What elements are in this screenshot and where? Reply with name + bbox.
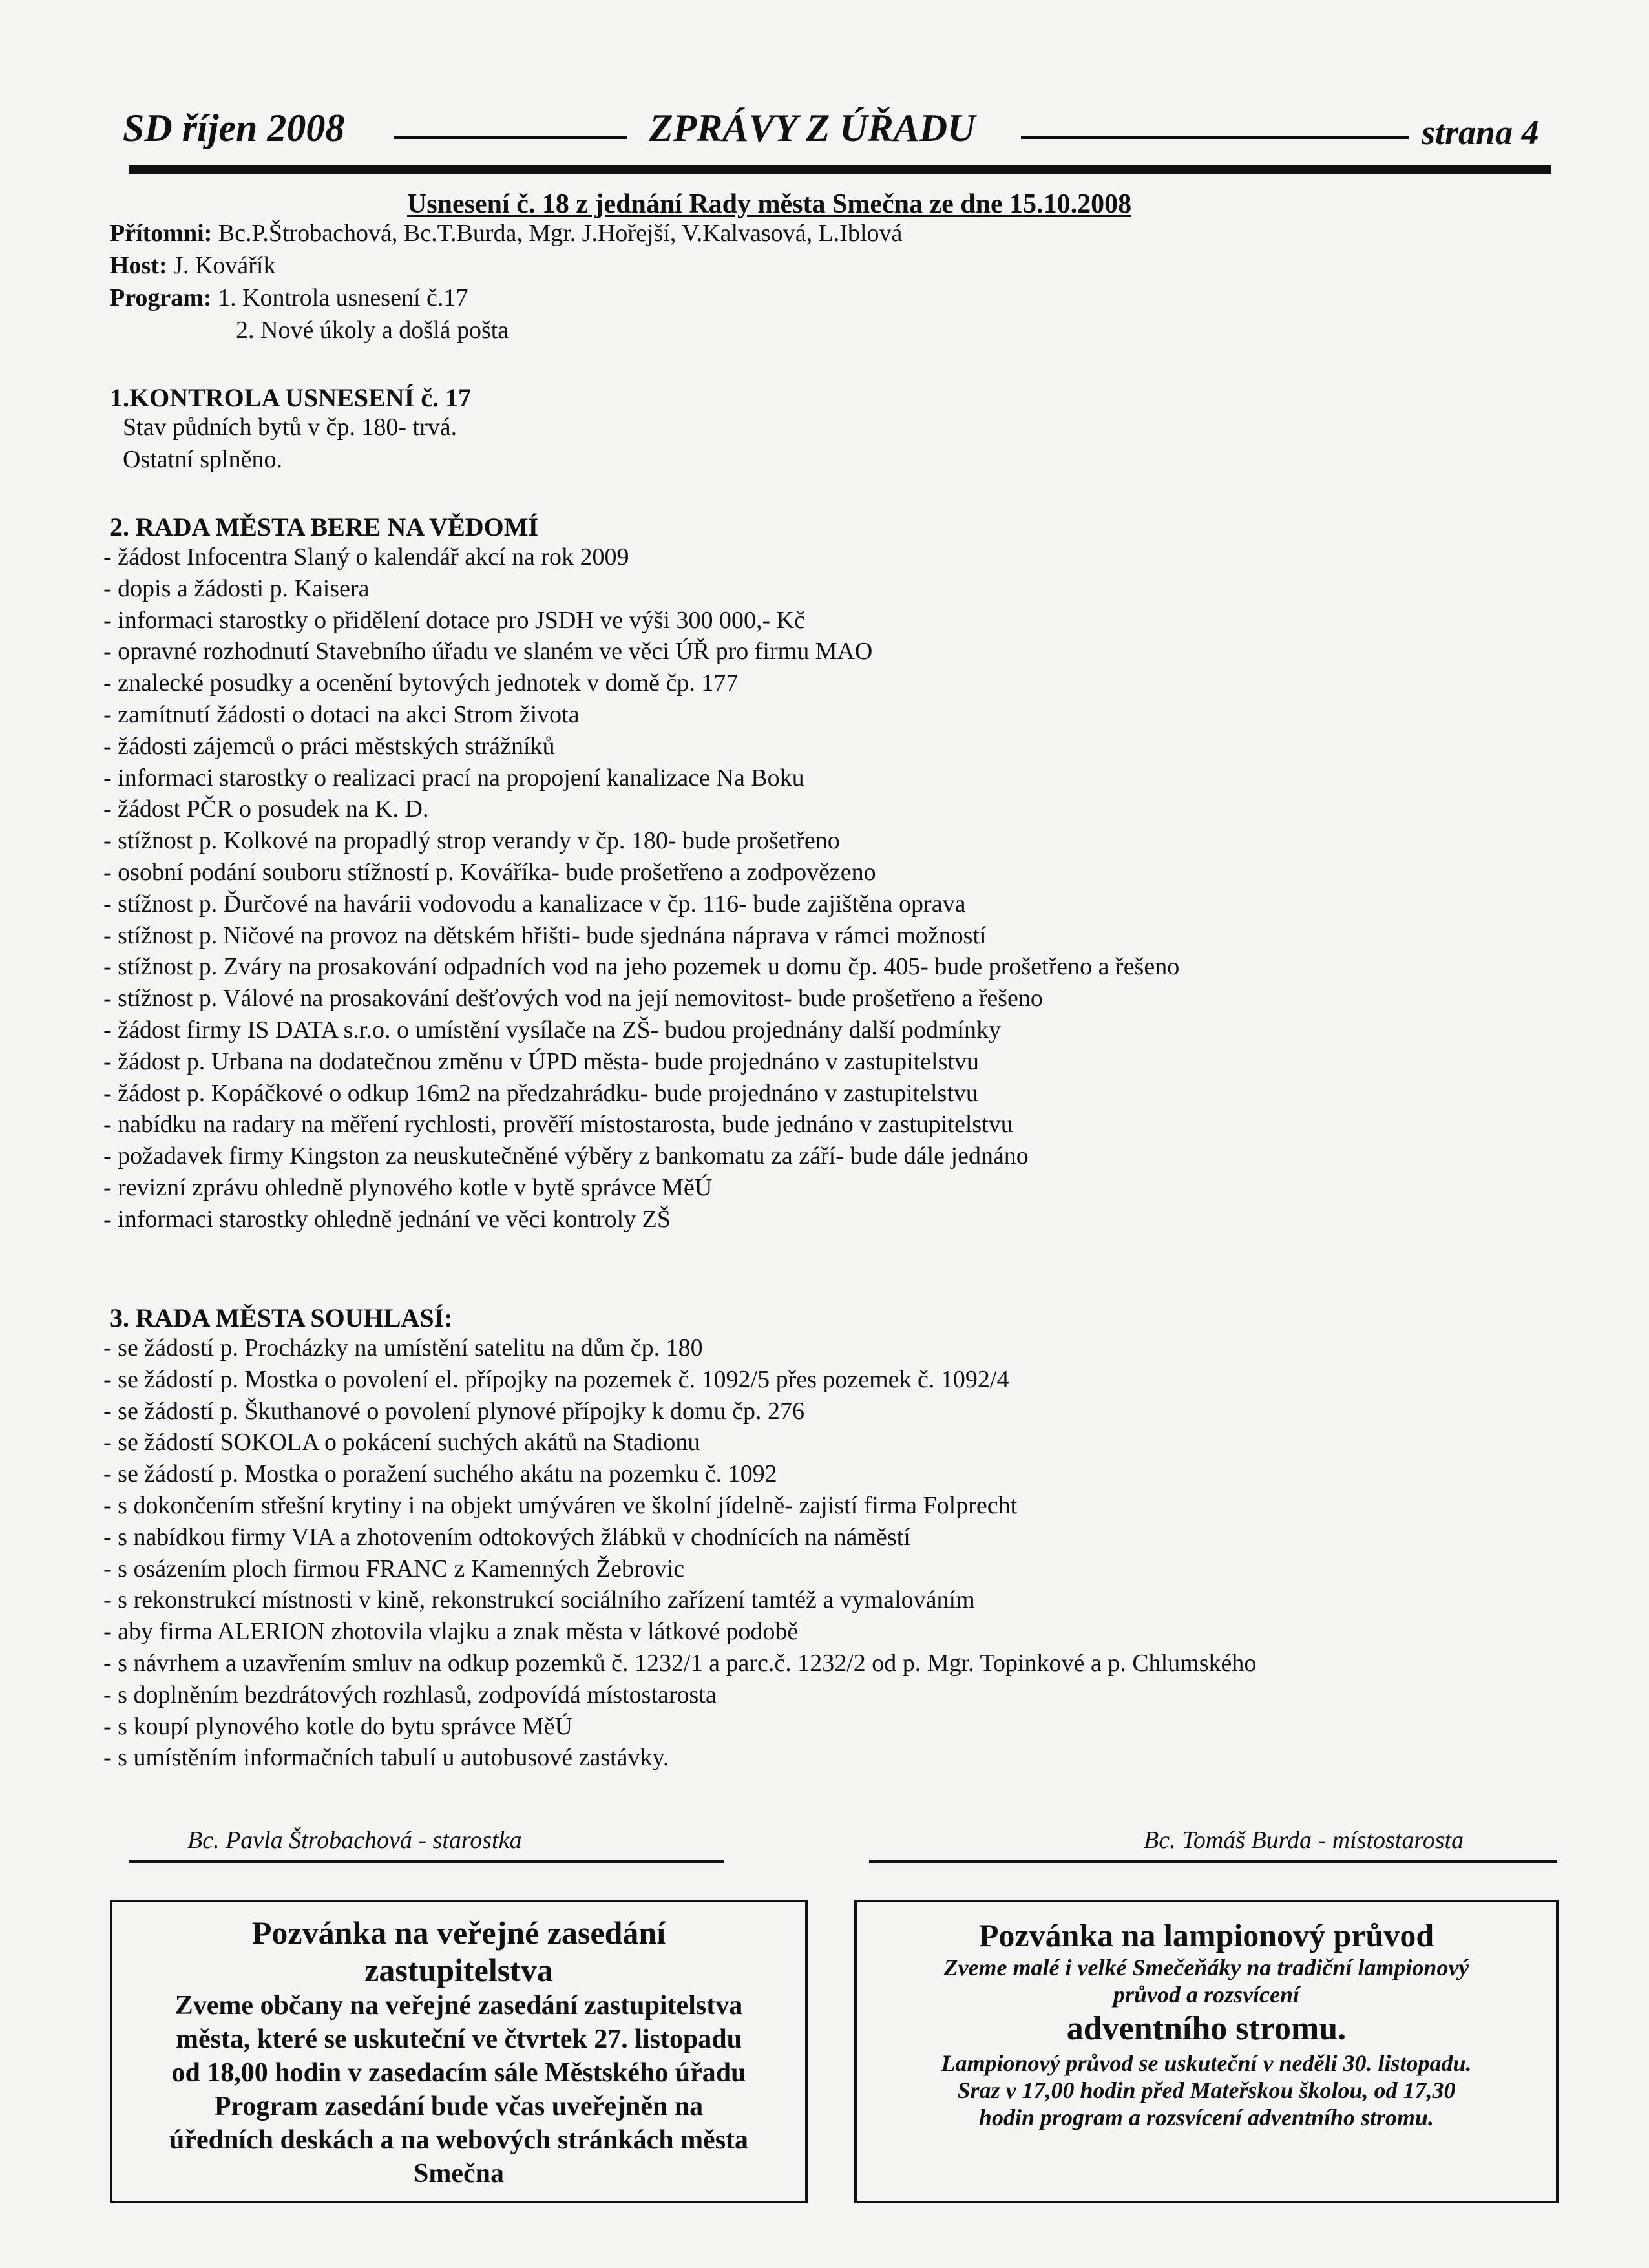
list-item: - s koupí plynového kotle do bytu správce MěÚ (103, 1712, 573, 1740)
list-item: - nabídku na radary na měření rychlosti, prověří místostarosta, bude jednáno v zastupitelstvu (103, 1111, 1013, 1139)
program-item: 1. Kontrola usnesení č.17 (218, 284, 468, 311)
invitation-line: Smečna (414, 2159, 504, 2189)
invitation-heading: Pozvánka na lampionový průvod (978, 1917, 1434, 1953)
list-item: - s umístěním informačních tabulí u autobusové zastávky. (103, 1744, 669, 1772)
list-item: - žádost Infocentra Slaný o kalendář akcí na rok 2009 (103, 543, 629, 571)
list-item: - s rekonstrukcí místnosti v kině, rekonstrukcí sociálního zařízení tamtéž a vymalováním (103, 1586, 975, 1614)
resolution-title: Usnesení č. 18 z jednání Rady města Smečna ze dne 15.10.2008 (407, 189, 1132, 219)
list-item: - opravné rozhodnutí Stavebního úřadu ve slaném ve věci ÚŘ pro firmu MAO (103, 638, 873, 666)
list-item: - s osázením ploch firmou FRANC z Kamenných Žebrovic (103, 1555, 685, 1582)
list-item: - se žádostí p. Mostka o povolení el. přípojky na pozemek č. 1092/5 přes pozemek č. 1092/4 (103, 1365, 1009, 1393)
section-3-heading: 3. RADA MĚSTA SOUHLASÍ: (110, 1303, 453, 1332)
invitation-line: Sraz v 17,00 hodin před Mateřskou školou, od 17,30 (957, 2077, 1456, 2103)
program-item: 2. Nové úkoly a došlá pošta (236, 317, 509, 344)
section-1-heading: 1.KONTROLA USNESENÍ č. 17 (110, 383, 471, 412)
list-item: - s doplněním bezdrátových rozhlasů, zodpovídá místostarosta (103, 1681, 717, 1708)
signature-deputy-mayor: Bc. Tomáš Burda - místostarosta (1144, 1827, 1464, 1854)
invitation-line: úředních deskách a na webových stránkách města (169, 2125, 749, 2155)
footer-rule-right (869, 1860, 1557, 1863)
list-item: - stížnost p. Válové na prosakování dešťových vod na její nemovitost- bude prošetřeno a řešeno (103, 985, 1043, 1013)
header-divider (129, 165, 1551, 174)
list-item: - požadavek firmy Kingston za neuskutečněné výběry z bankomatu za září- bude dále jednáno (103, 1142, 1029, 1170)
list-item: - žádost PČR o posudek na K. D. (103, 795, 429, 823)
list-item: - znalecké posudky a ocenění bytových jednotek v domě čp. 177 (103, 669, 739, 697)
invitation-line: od 18,00 hodin v zasedacím sále Městského úřadu (171, 2058, 746, 2088)
list-item: - se žádostí SOKOLA o pokácení suchých akátů na Stadionu (103, 1429, 700, 1456)
invitation-highlight: adventního stromu. (1066, 2010, 1347, 2047)
invitation-line: Zveme občany na veřejné zasedání zastupitelstva (174, 1991, 743, 2021)
list-item: - žádost firmy IS DATA s.r.o. o umístění vysílače na ZŠ- budou projednány další podmínky (103, 1016, 1002, 1044)
list-item: - se žádostí p. Mostka o poražení suchého akátu na pozemku č. 1092 (103, 1460, 777, 1488)
program-line (110, 286, 468, 310)
invitation-heading: Pozvánka na veřejné zasedání (251, 1915, 666, 1951)
signature-mayor: Bc. Pavla Štrobachová - starostka (187, 1827, 522, 1854)
section-2-heading: 2. RADA MĚSTA BERE NA VĚDOMÍ (110, 512, 539, 541)
header-page-number: strana 4 (1422, 113, 1539, 152)
section-3-list (103, 1332, 1256, 1774)
list-item: - s dokončením střešní krytiny i na objekt umýváren ve školní jídelně- zajistí firma Folprecht (103, 1491, 1018, 1519)
list-item: - informaci starostky ohledně jednání ve věci kontroly ZŠ (103, 1205, 671, 1233)
invitation-line: Program zasedání bude včas uveřejněn na (214, 2092, 704, 2121)
list-item: - dopis a žádosti p. Kaisera (103, 574, 370, 602)
list-item: - s návrhem a uzavřením smluv na odkup pozemků č. 1232/1 a parc.č. 1232/2 od p. Mgr. Topinkové a p. Chlumského (103, 1649, 1257, 1677)
present-value: Bc.P.Štrobachová, Bc.T.Burda, Mgr. J.Hořejší, V.Kalvasová, L.Iblová (218, 220, 903, 247)
program-label: Program: (110, 284, 212, 311)
list-item: - zamítnutí žádosti o dotaci na akci Strom života (103, 700, 580, 728)
section-1-line: Ostatní splněno. (123, 446, 282, 473)
invitation-line: města, které se uskuteční ve čtvrtek 27. listopadu (175, 2024, 742, 2054)
present-label: Přítomni: (110, 220, 213, 247)
invitation-intro: Zveme malé i velké Smečeňáky na tradiční lampionový (943, 1955, 1469, 1980)
guest-value: J. Kovářík (173, 252, 276, 279)
lantern-parade-invitation (854, 1900, 1559, 2203)
list-item: - stížnost p. Kolkové na propadlý strop verandy v čp. 180- bude prošetřeno (103, 827, 840, 855)
list-item: - žádosti zájemců o práci městských strážníků (103, 732, 555, 760)
invitation-line: Lampionový průvod se uskuteční v neděli 30. listopadu. (941, 2050, 1472, 2076)
guest-label: Host: (110, 252, 167, 279)
list-item: - se žádostí p. Procházky na umístění satelitu na dům čp. 180 (103, 1334, 703, 1361)
list-item: - informaci starostky o přidělení dotace pro JSDH ve výši 300 000,- Kč (103, 606, 805, 634)
list-item: - žádost p. Urbana na dodatečnou změnu v ÚPD města- bude projednáno v zastupitelstvu (103, 1047, 979, 1075)
list-item: - s nabídkou firmy VIA a zhotovením odtokových žlábků v chodnících na náměstí (103, 1523, 910, 1551)
list-item: - osobní podání souboru stížností p. Kováříka- bude prošetřeno a zodpovězeno (103, 858, 876, 886)
header-issue: SD říjen 2008 (123, 107, 345, 149)
header-rule-left (394, 136, 627, 139)
list-item: - aby firma ALERION zhotovila vlajku a znak města v látkové podobě (103, 1618, 799, 1646)
invitation-heading: zastupitelstva (364, 1952, 553, 1988)
list-item: - informaci starostky o realizaci prací na propojení kanalizace Na Boku (103, 764, 804, 792)
section-2-list (103, 541, 1179, 1235)
list-item: - stížnost p. Ničové na provoz na dětském hřišti- bude sjednána náprava v rámci možností (103, 921, 987, 949)
header-rule-right (1021, 136, 1409, 139)
present-line (110, 221, 902, 246)
council-meeting-invitation (110, 1900, 808, 2203)
list-item: - se žádostí p. Škuthanové o povolení plynové přípojky k domu čp. 276 (103, 1397, 804, 1425)
section-1-line: Stav půdních bytů v čp. 180- trvá. (123, 414, 457, 441)
invitation-intro: průvod a rozsvícení (1113, 1982, 1299, 2008)
invitation-line: hodin program a rozsvícení adventního stromu. (978, 2105, 1434, 2130)
list-item: - žádost p. Kopáčkové o odkup 16m2 na předzahrádku- bude projednáno v zastupitelstvu (103, 1079, 978, 1107)
list-item: - revizní zprávu ohledně plynového kotle v bytě správce MěÚ (103, 1173, 713, 1201)
footer-rule-left (129, 1860, 724, 1863)
list-item: - stížnost p. Ďurčové na havárii vodovodu a kanalizace v čp. 116- bude zajištěna oprava (103, 890, 966, 918)
guest-line (110, 253, 275, 278)
header-section-title: ZPRÁVY Z ÚŘADU (649, 107, 976, 149)
list-item: - stížnost p. Zváry na prosakování odpadních vod na jeho pozemek u domu čp. 405- bude prošetřeno a řešeno (103, 953, 1180, 981)
